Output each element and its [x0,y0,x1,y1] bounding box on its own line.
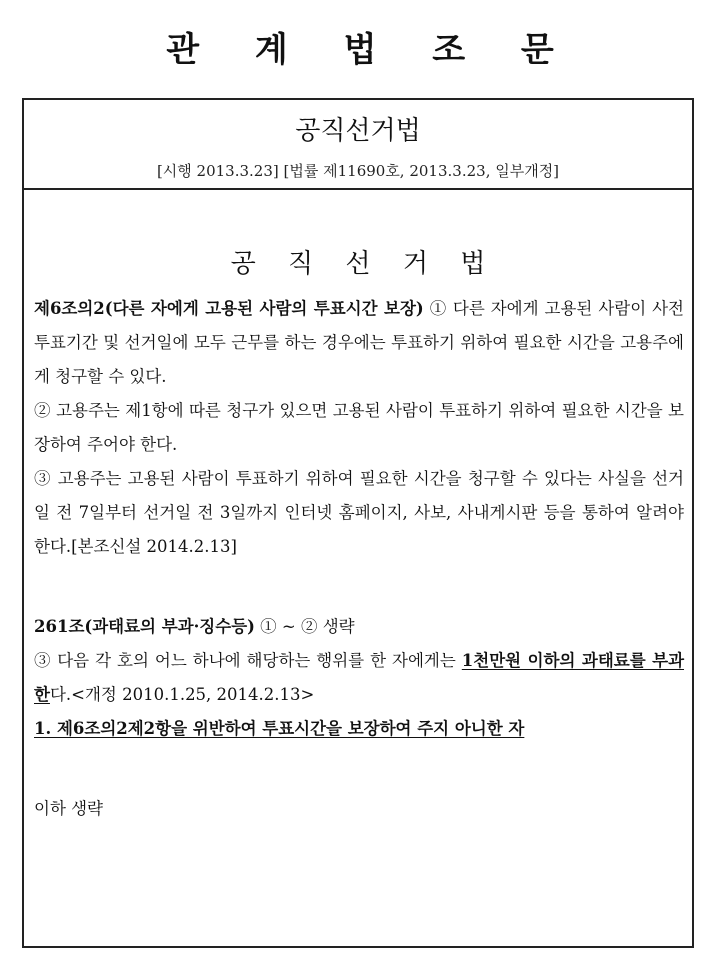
article-6-2-para3: ③ 고용주는 고용된 사람이 투표하기 위하여 필요한 시간을 청구할 수 있다는 사실을 선거일 전 7일부터 선거일 전 3일까지 인터넷 홈페이지, 사보, 사내게시판 등을 통하여 알려야 한다.[본조신설 2014.2.13] [34,469,684,556]
law-meta: [시행 2013.3.23] [법률 제11690호, 2013.3.23, 일부개정] [156,162,560,180]
article-261-heading-line [34,610,684,644]
spacer [34,746,684,792]
article-6-2-para1 [34,292,684,394]
inner-title: 공 직 선 거 법 [230,249,498,279]
article-261-para3-post: 다.<개정 2010.1.25, 2014.2.13> [49,685,315,704]
divider [24,188,692,190]
article-261-item1: 1. 제6조의2제2항을 위반하여 투표시간을 보장하여 주지 아니한 자 [34,719,525,738]
article-261-heading: 261조(과태료의 부과·징수등) [34,617,255,636]
law-body [34,292,684,826]
footer-note: 이하 생략 [34,799,104,818]
article-6-2-para2: ② 고용주는 제1항에 따른 청구가 있으면 고용된 사람이 투표하기 위하여 필요한 시간을 보장하여 주어야 한다. [34,401,684,454]
article-261-para3-emph: 1천만원 이하의 과태료를 부과한 [34,651,685,704]
page-title: 관 계 법 조 문 [166,30,576,70]
article-261-para3 [34,644,684,712]
law-frame [22,98,694,948]
article-6-2-para1-text: ① 다른 자에게 고용된 사람이 사전투표기간 및 선거일에 모두 근무를 하는 경우에는 투표하기 위하여 필요한 시간을 고용주에게 청구할 수 있다. [34,299,684,386]
law-name: 공직선거법 [295,116,421,146]
article-261-para3-pre: ③ 다음 각 호의 어느 하나에 해당하는 행위를 한 자에게는 [34,651,462,670]
spacer [34,564,684,610]
article-6-2-heading: 제6조의2(다른 자에게 고용된 사람의 투표시간 보장) [34,299,424,318]
article-261-heading-rest: ① ~ ② 생략 [254,617,355,636]
